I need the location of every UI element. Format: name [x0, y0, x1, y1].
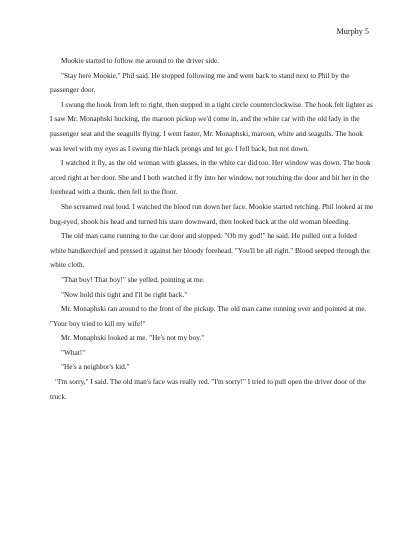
paragraph: Mookie started to follow me around to the driver side.: [61, 56, 220, 65]
paragraph: "That boy! That boy!" she yelled, pointing at me.: [61, 274, 205, 284]
paragraph: "Stay here Mookie," Phil said. He stopped following me and went back to stand next to Phil by the passenger door.: [50, 70, 350, 95]
paragraph: Mr. Monaphski ran around to the front of the pickup. The old man came running over and pointed at me. "Your boy tried to kill my wife!": [50, 304, 367, 328]
paragraph: "Now hold this tight and I'll be right back.": [61, 289, 188, 299]
paragraph: "He's a neighbor's kid.": [61, 362, 130, 372]
paragraph: The old man came running to the car door and stopped. "Oh my god!" he said. He pulled out a folded white handkerchief and pressed it against her bloody forehead. "You'll be all right." Blood seeped through the white cloth.: [50, 231, 370, 270]
paragraph: I swung the hook from left to right, then stepped in a tight circle counterclockwise. The hook felt lighter as I saw Mr. Monaphski hucking, the maroon pickup we'd come in, and the white car with the old lady in the passenger seat and the seagulls flying. I went faster, Mr. Monaphski, maroon, white and seagulls. The hook was level with my eyes as I swung the black prongs and let go. I fell back, but not down.: [50, 99, 373, 153]
paragraph: "What!": [61, 347, 86, 357]
paragraph: She screamed real loud. I watched the blood run down her face. Mookie started retching. Phil looked at me bug-eyed, shook his head and turned his stare downward, then looked back at the old woman bleeding.: [50, 201, 374, 226]
manuscript-body: [50, 54, 374, 404]
paragraph: Mr. Monaphski looked at me. "He's not my boy.": [61, 333, 205, 343]
running-head: Murphy 5: [336, 27, 369, 36]
paragraph: "I'm sorry," I said. The old man's face was really red. "I'm sorry!" I tried to pull open the driver door of the truck.: [50, 377, 366, 401]
paragraph: I watched it fly, as the old woman with glasses, in the white car did too. Her window was down. The hook arced right at her door. She and I both watched it fly into her window, not touching the door and hit her in the forehead with a thunk, then fell to the floor.: [50, 158, 371, 197]
